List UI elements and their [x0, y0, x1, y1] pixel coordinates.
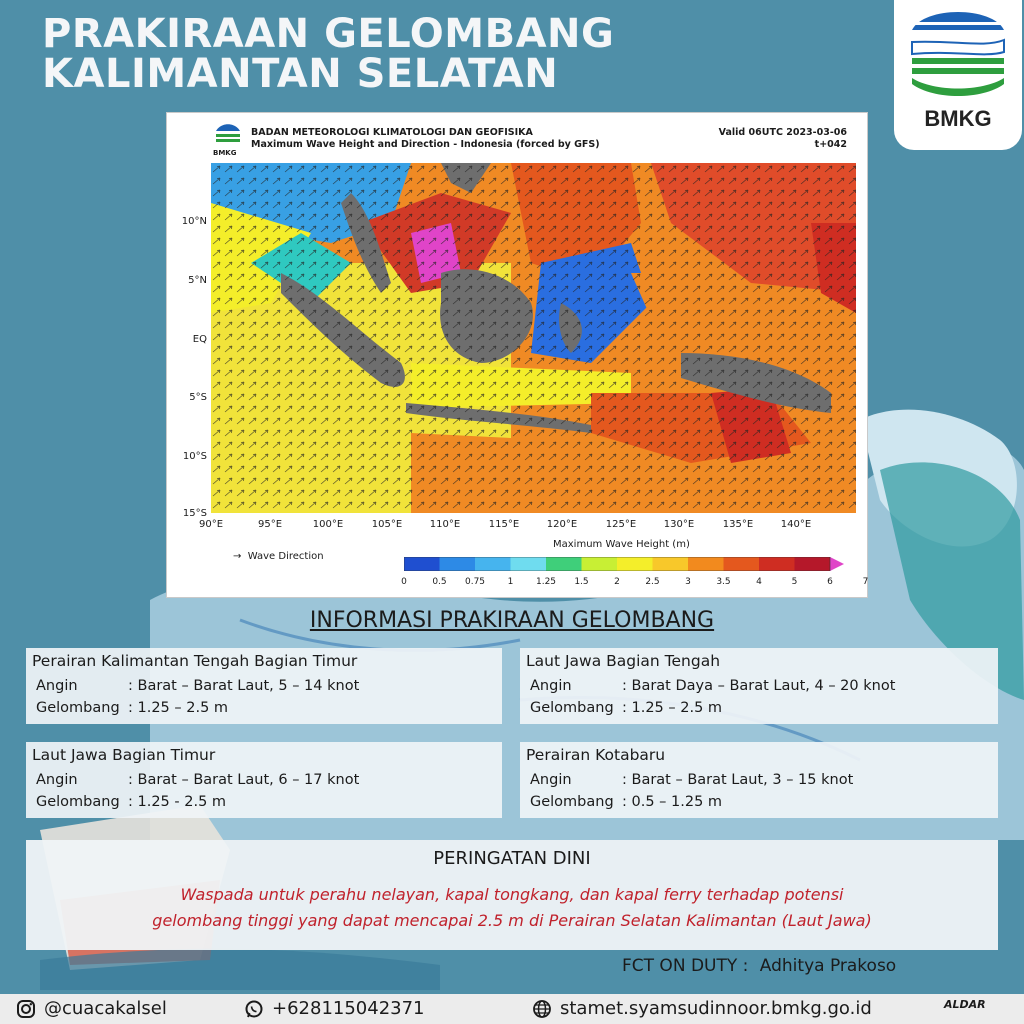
legend-swatch	[795, 557, 831, 571]
lon-label-140e: 140°E	[780, 519, 812, 530]
legend-swatch	[582, 557, 618, 571]
map-header	[251, 127, 600, 151]
wind-row: Angin : Barat Daya – Barat Laut, 4 – 20 knot	[530, 678, 896, 694]
lon-label-125e: 125°E	[605, 519, 637, 530]
legend-title: Maximum Wave Height (m)	[553, 539, 690, 550]
legend-swatch	[440, 557, 476, 571]
legend-tick-label: 2.5	[645, 577, 660, 587]
legend-swatch	[830, 557, 844, 571]
legend-tick-label: 0.5	[432, 577, 447, 587]
signature: ALDAR	[944, 998, 986, 1011]
map-canvas	[211, 163, 856, 513]
wind-row: Angin : Barat – Barat Laut, 3 – 15 knot	[530, 772, 854, 788]
bmkg-logo	[894, 0, 1022, 150]
color-legend-bar	[404, 557, 844, 571]
wave-height-map	[211, 163, 856, 513]
legend-swatch	[759, 557, 795, 571]
website-url: stamet.syamsudinnoor.bmkg.go.id	[560, 998, 872, 1019]
info-box-kalteng-timur	[26, 648, 502, 724]
legend-swatch	[724, 557, 760, 571]
footer-bar	[0, 994, 1024, 1024]
forecaster-on-duty	[622, 956, 896, 976]
map-valid-time	[719, 127, 847, 151]
lat-label-eq: EQ	[192, 334, 207, 345]
small-logo-text: BMKG	[213, 149, 237, 157]
legend-swatch	[404, 557, 440, 571]
legend-tick-label: 4	[756, 577, 762, 587]
lat-label-5n: 5°N	[188, 275, 207, 286]
legend-swatch	[475, 557, 511, 571]
box-title: Laut Jawa Bagian Timur	[32, 746, 216, 764]
instagram-icon	[16, 999, 36, 1019]
whatsapp-icon	[244, 999, 264, 1019]
lon-label-110e: 110°E	[429, 519, 461, 530]
legend-tick-label: 3	[685, 577, 691, 587]
legend-swatch	[511, 557, 547, 571]
wave-row: Gelombang : 1.25 – 2.5 m	[530, 700, 723, 716]
lon-label-120e: 120°E	[546, 519, 578, 530]
box-title: Perairan Kalimantan Tengah Bagian Timur	[32, 652, 358, 670]
legend-swatch	[688, 557, 724, 571]
wave-map-panel	[166, 112, 868, 598]
bmkg-emblem-icon	[894, 0, 1022, 110]
info-box-laut-jawa-tengah	[520, 648, 998, 724]
legend-tick-label: 7	[862, 577, 869, 587]
wave-row: Gelombang : 0.5 – 1.25 m	[530, 794, 723, 810]
instagram-handle: @cuacakalsel	[44, 998, 167, 1019]
legend-tick-label: 1.5	[574, 577, 589, 587]
legend-tick-label: 5	[791, 577, 798, 587]
warning-line-1: Waspada untuk perahu nelayan, kapal tongkang, dan kapal ferry terhadap potensi	[180, 885, 844, 904]
warning-line-2: gelombang tinggi yang dapat mencapai 2.5 m di Perairan Selatan Kalimantan (Laut Jawa)	[152, 911, 872, 930]
page-title	[42, 11, 615, 97]
legend-swatch	[653, 557, 689, 571]
lat-label-15s: 15°S	[182, 508, 207, 519]
arrow-right-icon: →	[233, 551, 242, 562]
legend-tick-label: 1	[507, 577, 514, 587]
legend-tick-label: 3.5	[716, 577, 731, 587]
warning-text	[26, 882, 998, 934]
box-title: Laut Jawa Bagian Tengah	[526, 652, 721, 670]
lon-label-90e: 90°E	[198, 519, 224, 530]
legend-ticks	[401, 577, 869, 591]
logo-text: BMKG	[924, 106, 992, 131]
legend-tick-label: 6	[827, 577, 833, 587]
map-subtitle: Maximum Wave Height and Direction - Indonesia (forced by GFS)	[251, 139, 600, 150]
valid-time: Valid 06UTC 2023-03-06	[718, 127, 847, 138]
lead-time: t+042	[814, 139, 847, 150]
legend-swatch	[617, 557, 653, 571]
lat-label-10n: 10°N	[181, 216, 207, 227]
info-box-laut-jawa-timur	[26, 742, 502, 818]
wind-row: Angin : Barat – Barat Laut, 6 – 17 knot	[36, 772, 360, 788]
info-box-kotabaru	[520, 742, 998, 818]
footer-instagram[interactable]	[16, 998, 167, 1019]
phone-number: +628115042371	[272, 998, 425, 1019]
lon-label-100e: 100°E	[312, 519, 344, 530]
footer-website[interactable]	[532, 998, 872, 1019]
lon-label-130e: 130°E	[663, 519, 695, 530]
lon-label-105e: 105°E	[371, 519, 403, 530]
legend-tick-label: 2	[614, 577, 620, 587]
lon-label-115e: 115°E	[488, 519, 520, 530]
info-heading: INFORMASI PRAKIRAAN GELOMBANG	[309, 608, 715, 633]
footer-phone[interactable]	[244, 998, 425, 1019]
fct-name: Adhitya Prakoso	[759, 956, 897, 976]
legend-tick-label: 0	[401, 577, 407, 587]
early-warning-box	[26, 840, 998, 950]
warning-title: PERINGATAN DINI	[433, 848, 591, 869]
title-line-2: KALIMANTAN SELATAN	[42, 51, 559, 97]
wave-direction-label: Wave Direction	[247, 551, 324, 562]
lon-label-135e: 135°E	[722, 519, 754, 530]
lon-label-95e: 95°E	[257, 519, 283, 530]
box-title: Perairan Kotabaru	[526, 746, 666, 764]
legend-tick-label: 1.25	[535, 577, 557, 587]
wave-direction-legend	[233, 551, 324, 562]
wave-row: Gelombang : 1.25 – 2.5 m	[36, 700, 229, 716]
lat-label-5s: 5°S	[189, 392, 207, 403]
legend-swatch	[546, 557, 582, 571]
lat-label-10s: 10°S	[182, 451, 207, 462]
title-line-1: PRAKIRAAN GELOMBANG	[42, 11, 615, 57]
globe-icon	[532, 999, 552, 1019]
fct-label: FCT ON DUTY :	[622, 956, 749, 976]
wave-row: Gelombang : 1.25 - 2.5 m	[36, 794, 227, 810]
legend-tick-label: 0.75	[464, 577, 486, 587]
map-org-line: BADAN METEOROLOGI KLIMATOLOGI DAN GEOFISIKA	[251, 127, 533, 138]
wind-row: Angin : Barat – Barat Laut, 5 – 14 knot	[36, 678, 360, 694]
